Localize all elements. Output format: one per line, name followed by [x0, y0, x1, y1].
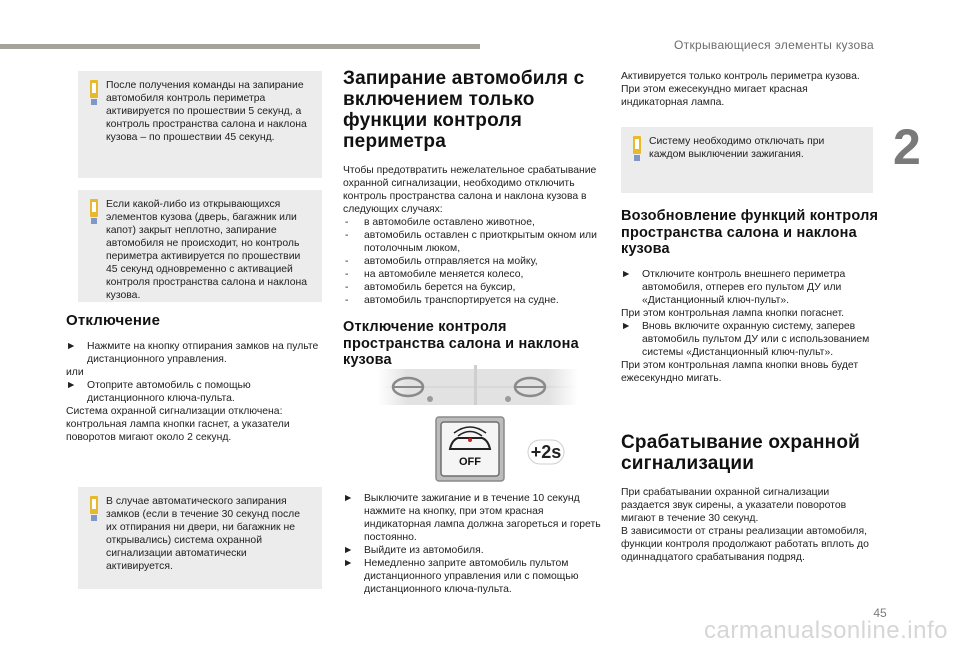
note-text: Систему необходимо отключать при каждом выключении зажигания. [649, 136, 825, 160]
arrow-bullet-icon: ► [343, 493, 354, 504]
list-item: - автомобиль берется на буксир, [345, 282, 516, 293]
list-item: - автомобиль отправляется на мойку, [345, 256, 538, 267]
step-item: ► Вновь включите охранную систему, заперев автомобиль пультом ДУ или с использованием системы «Дистанционный ключ-пульт». [621, 320, 870, 358]
arrow-bullet-icon: ► [621, 320, 632, 332]
timer-text: +2s [530, 442, 562, 462]
step-item: ► Выключите зажигание и в течение 10 секунд нажмите на кнопку, при этом красная индикаторная лампа должна загореться и гореть постоянно. [343, 493, 601, 543]
section-heading: Возобновление функций контроля пространства салона и наклона кузова [621, 208, 879, 257]
right-intro [621, 70, 873, 109]
section-heading: Отключение контроля пространства салона и наклона кузова [343, 319, 579, 368]
step-item: ► Нажмите на кнопку отпирания замков на пульте дистанционного управления. [66, 340, 319, 365]
page-header-title: Открывающиеся элементы кузова [674, 38, 874, 52]
cases-list [343, 216, 601, 307]
resume-section [621, 208, 879, 385]
info-bulb-icon [630, 136, 644, 162]
after-text: При этом контрольная лампа кнопки погаснет. [621, 307, 845, 319]
chapter-number: 2 [893, 119, 921, 175]
step-item: ► Отоприте автомобиль с помощью дистанционного ключа-пульта. [66, 379, 251, 404]
info-bulb-icon [87, 199, 101, 225]
after-text: При этом контрольная лампа кнопки вновь будет ежесекундно мигать. [621, 359, 859, 384]
info-note-unclosed-openings [78, 190, 322, 302]
deactivation-steps [343, 492, 601, 596]
arrow-bullet-icon: ► [66, 379, 77, 391]
section-heading: Запирание автомобиля с включением только функции контроля периметра [343, 68, 585, 152]
list-item: - автомобиль транспортируется на судне. [345, 295, 559, 306]
list-item: - автомобиль оставлен с приоткрытым окном или потолочным люком, [345, 230, 597, 254]
paragraph: При срабатывании охранной сигнализации раздается звук сирены, а указатели поворотов мигают в течение 30 секунд. [621, 487, 847, 524]
alarm-trigger-section [621, 432, 879, 564]
or-text: или [66, 366, 84, 378]
alarm-button-illustration [378, 365, 578, 485]
info-bulb-icon [87, 496, 101, 522]
info-bulb-icon [87, 80, 101, 106]
step-item: ► Немедленно заприте автомобиль пультом дистанционного управления или с помощью дистанционного ключа-пульта. [343, 558, 579, 595]
note-text: В случае автоматического запирания замков (если в течение 30 секунд после их отпирания ни двери, ни багажник не открывались) система охранной сигнализации автоматически активируется. [106, 496, 301, 572]
off-label: OFF [459, 456, 481, 468]
section-heading: Срабатывание охранной сигнализации [621, 432, 861, 474]
result-text: Система охранной сигнализации отключена: контрольная лампа кнопки гаснет, а указатели поворотов мигают около 2 секунд. [66, 405, 290, 443]
deactivation-section [66, 313, 326, 444]
note-text: Если какой-либо из открывающихся элементов кузова (дверь, багажник или капот) закрыт неплотно, запирание автомобиля не происходит, но контроль периметра активируется по прошествии 45 секунд одновременно с активацией контроля пространства салона и наклона кузова. [106, 199, 307, 301]
intro-text: Активируется только контроль периметра кузова. При этом ежесекундно мигает красная индикаторная лампа. [621, 71, 860, 108]
page-number: 45 [873, 606, 887, 620]
arrow-bullet-icon: ► [343, 558, 354, 569]
step-item: ► Отключите контроль внешнего периметра автомобиля, отперев его пультом ДУ или «Дистанционный ключ-пульт». [621, 268, 846, 306]
step-item: ► Выйдите из автомобиля. [343, 545, 484, 556]
list-item: - в автомобиле оставлено животное, [345, 217, 535, 228]
perimeter-lock-section [343, 68, 601, 307]
list-item: - на автомобиле меняется колесо, [345, 269, 524, 280]
header-rule [0, 44, 480, 49]
info-note-auto-lock [78, 487, 322, 589]
intro-text: Чтобы предотвратить нежелательное срабатывание охранной сигнализации, необходимо отключить контроль пространства салона и наклона кузова в следующих случаях: [343, 165, 597, 215]
paragraph: В зависимости от страны реализации автомобиля, функции контроля продолжают работать вплоть до одиннадцатого срабатывания подряд. [621, 526, 869, 563]
info-note-each-ignition [621, 127, 873, 193]
section-heading: Отключение [66, 312, 161, 329]
arrow-bullet-icon: ► [66, 340, 77, 352]
timer-badge [528, 440, 564, 464]
info-note-activation-delay [78, 71, 322, 178]
arrow-bullet-icon: ► [621, 268, 632, 280]
arrow-bullet-icon: ► [343, 545, 354, 556]
watermark: carmanualsonline.info [704, 617, 948, 644]
note-text: После получения команды на запирание автомобиля контроль периметра активируется по прошествии 5 секунд, а контроль пространства салона и наклона кузова – по прошествии 45 секунд. [106, 80, 307, 143]
